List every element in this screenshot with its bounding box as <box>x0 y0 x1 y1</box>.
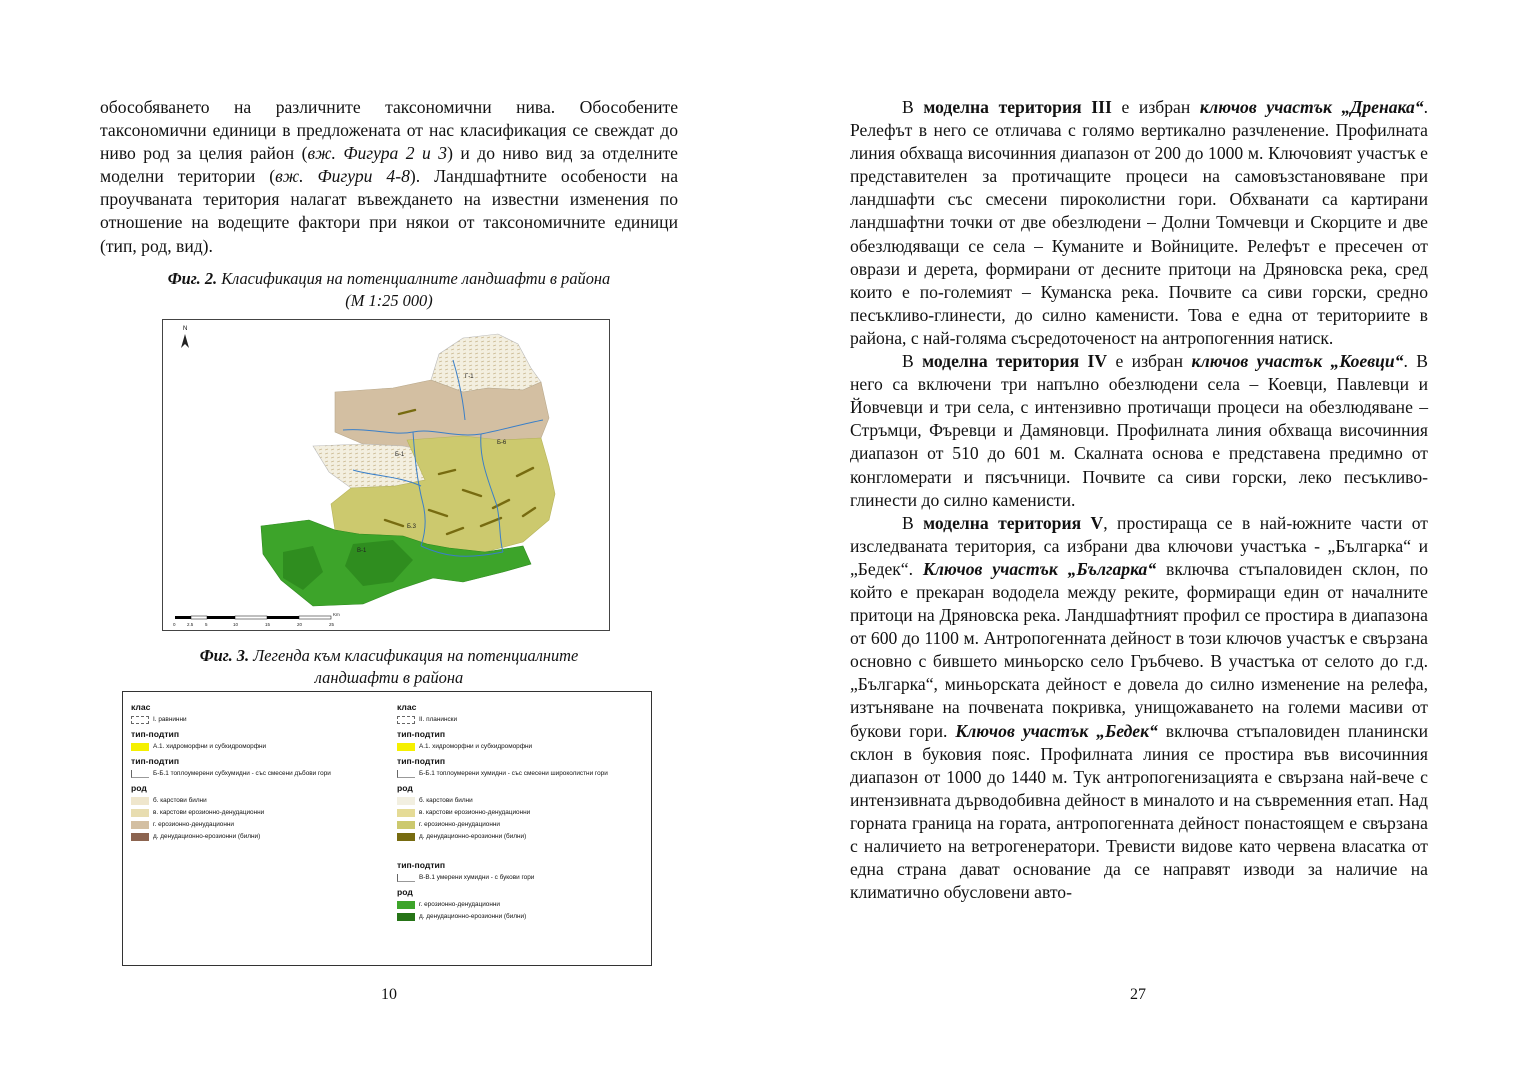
svg-text:10: 10 <box>233 622 239 627</box>
legend-label: д. денудационно-ерозионни (билни) <box>419 833 527 840</box>
legend-item <box>131 820 386 830</box>
legend-swatch <box>397 913 415 921</box>
legend-label: А.1. хидроморфни и субхидроморфни <box>153 743 267 750</box>
legend-heading: род <box>397 887 413 897</box>
north-arrow-icon <box>181 326 189 348</box>
page-number-left: 10 <box>381 986 397 1003</box>
figure-2-caption: Фиг. 2. Класификация на потенциалните ландшафти в района <box>167 268 611 288</box>
intro-paragraph: обособяването на различните таксономични нива. Обособените таксономични единици в предложената от нас класификация се свеждат до ниво род за целия район (вж. Фигура 2 и 3) и до ниво вид за отделните моделни територии (вж. Фигури 4-8). Ландшафтните особености на проучваната територия налагат въвеждането на известни изменения по отношение на водещите фактори при някои от таксономичните единици (тип, род, вид). <box>100 97 679 256</box>
legend-label: б. карстови билни <box>153 797 207 804</box>
right-page-text <box>850 96 1428 904</box>
legend-swatch <box>397 743 415 751</box>
svg-text:15: 15 <box>265 622 271 627</box>
legend-item <box>131 808 386 818</box>
legend-label: г. ерозионно-денудационни <box>419 821 500 828</box>
legend-label: А.1. хидроморфни и субхидроморфни <box>419 743 533 750</box>
legend-item <box>397 873 652 883</box>
left-page-text <box>100 96 678 312</box>
svg-text:20: 20 <box>297 622 303 627</box>
legend-heading: род <box>131 783 147 793</box>
legend-swatch <box>397 821 415 829</box>
landscape-map <box>162 319 610 631</box>
legend-item <box>131 796 386 806</box>
legend-swatch <box>131 770 149 778</box>
legend-swatch <box>131 716 149 724</box>
svg-text:N: N <box>183 326 188 332</box>
svg-text:5: 5 <box>205 622 208 627</box>
figure-3-caption: Фиг. 3. Легенда към класификация на потенциалните <box>199 646 579 665</box>
legend-swatch <box>397 716 415 724</box>
legend-swatch <box>131 743 149 751</box>
legend-swatch <box>397 901 415 909</box>
legend-label: Б-Б.1 топлоумерени субхумидни - със смесени дъбови гори <box>153 770 331 777</box>
legend-item <box>397 796 652 806</box>
legend-swatch <box>397 874 415 882</box>
legend-column-left <box>131 698 386 842</box>
paragraph-territory-4: В моделна територия IV е избран ключов участък „Коевци“. В него са включени три напълно обезлюдени села – Коевци, Павлевци и Йовчевци и три села, с интензивно протичащи процеси на обезлюдяване – Стръмци, Фъревци и Дамяновци. Профилната линия обхваща височинния диапазон от 510 до 601 м. Скалната основа е представена предимно от конгломерати и пясъчници. Почвите са сиви горски, леко песъкливо-глинести до силно каменисти. <box>850 351 1428 510</box>
map-label: В-1 <box>357 548 367 554</box>
paragraph-territory-3: В моделна територия III е избран ключов участък „Дренака“. Релефът в него се отличава с голямо вертикално разчленение. Профилната линия обхваща височинния диапазон от 200 до 1000 м. Ключовият участък е представителен за протичащите процеси на самовъзстановяване при ландшафти със смесени пироколистни гори. Обхванати са картирани ландшафтни точки от две обезлюдени – Долни Томчевци и Скорците и две обезлюдяващи се села – Куманите и Войниците. Релефът е пресечен от оврази и дерета, формирани от десните притоци на Дряновска река, сред които е по-големият – Куманска река. Почвите са сиви горски, средно песъкливо-глинести, до силно каменисти. Това е една от териториите в района, с най-голяма съсредоточеност на антропогенния натиск. <box>850 97 1428 348</box>
legend-item <box>397 832 652 842</box>
legend-item <box>397 912 652 922</box>
svg-text:Km: Km <box>333 612 340 617</box>
legend-label: д. денудационно-ерозионни (билни) <box>419 913 527 920</box>
scale-bar <box>173 612 340 627</box>
legend-heading: тип-подтип <box>131 729 180 739</box>
legend-heading: род <box>397 783 413 793</box>
legend-swatch <box>131 833 149 841</box>
legend-label: II. планински <box>419 716 458 723</box>
legend-heading: клас <box>131 702 151 712</box>
legend-heading: тип-подтип <box>397 729 446 739</box>
legend-swatch <box>397 809 415 817</box>
map-graphic <box>163 320 609 630</box>
legend-column-right <box>397 698 652 922</box>
legend-label: г. ерозионно-денудационни <box>153 821 234 828</box>
svg-text:2.5: 2.5 <box>187 622 194 627</box>
legend-label: В-В.1 умерени хумидни - с букови гори <box>419 874 535 881</box>
legend-heading: клас <box>397 702 417 712</box>
map-legend <box>122 691 652 966</box>
legend-label: в. карстови ерозионно-денудационни <box>419 809 531 816</box>
legend-item <box>397 715 652 725</box>
legend-item <box>397 820 652 830</box>
legend-label: в. карстови ерозионно-денудационни <box>153 809 265 816</box>
map-label: Б.3 <box>407 524 416 530</box>
legend-heading: тип-подтип <box>397 860 446 870</box>
legend-label: д. денудационно-ерозионни (билни) <box>153 833 261 840</box>
legend-swatch <box>131 821 149 829</box>
legend-label: I. равнинни <box>153 716 187 723</box>
legend-item <box>397 808 652 818</box>
page-number-right: 27 <box>1130 986 1146 1003</box>
legend-swatch <box>397 797 415 805</box>
legend-spacer <box>397 842 652 856</box>
legend-swatch <box>131 809 149 817</box>
figure-2-scale: (М 1:25 000) <box>345 290 433 310</box>
legend-label: б. карстови билни <box>419 797 473 804</box>
legend-swatch <box>131 797 149 805</box>
legend-item <box>131 769 386 779</box>
legend-item <box>397 900 652 910</box>
legend-item <box>397 769 652 779</box>
legend-heading: тип-подтип <box>397 756 446 766</box>
legend-label: Б-Б.1 топлоумерени хумидни - със смесени широколистни гори <box>419 770 608 777</box>
map-label: Г-1 <box>465 374 474 380</box>
legend-item <box>131 832 386 842</box>
legend-swatch <box>397 833 415 841</box>
svg-text:25: 25 <box>329 622 335 627</box>
legend-item <box>131 742 386 752</box>
legend-heading: тип-подтип <box>131 756 180 766</box>
map-label: Б-1 <box>395 452 405 458</box>
legend-item <box>397 742 652 752</box>
legend-swatch <box>397 770 415 778</box>
figure-3-caption-line2: ландшафти в района <box>314 668 464 687</box>
paragraph-territory-5: В моделна територия V, простираща се в най-южните части от изследваната територия, са избрани два ключови участъка - „Българка“ и „Бедек“. Ключов участък „Българка“ включва стъпаловиден склон, по който е прекаран вододела между реките, формиращи един от началните притоци на Дряновска река. Ландшафтният профил се простира в диапазона от 600 до 1100 м. Антропогенната дейност в този ключов участък е свързана основно с бившето миньорско село Гръбчево. В участъка от селото до г.д. „Българка“, миньорската дейност е довела до силно изменение на релефа, изтъняване на почвената покривка, унищожаването на големи масиви от букови гори. Ключов участък „Бедек“ включва стъпаловиден планински склон в буковия пояс. Профилната линия се простира във височинния диапазон от 1000 до 1440 м. Тук антропогенизацията е свързана най-вече с интензивната дърводобивна дейност в миналото и на съвременния етап. Над горната граница на гората, антропогенната дейност понастоящем е свързана с наличието на ветрогенератори. Тревисти видове като червена власатка от една страна дават основание да се направят изводи за наличие на климатично обусловени авто- <box>850 512 1429 903</box>
legend-label: г. ерозионно-денудационни <box>419 901 500 908</box>
svg-text:0: 0 <box>173 622 176 627</box>
map-label: Б-6 <box>497 440 507 446</box>
legend-item <box>131 715 386 725</box>
figure-3-caption-block <box>100 645 678 689</box>
